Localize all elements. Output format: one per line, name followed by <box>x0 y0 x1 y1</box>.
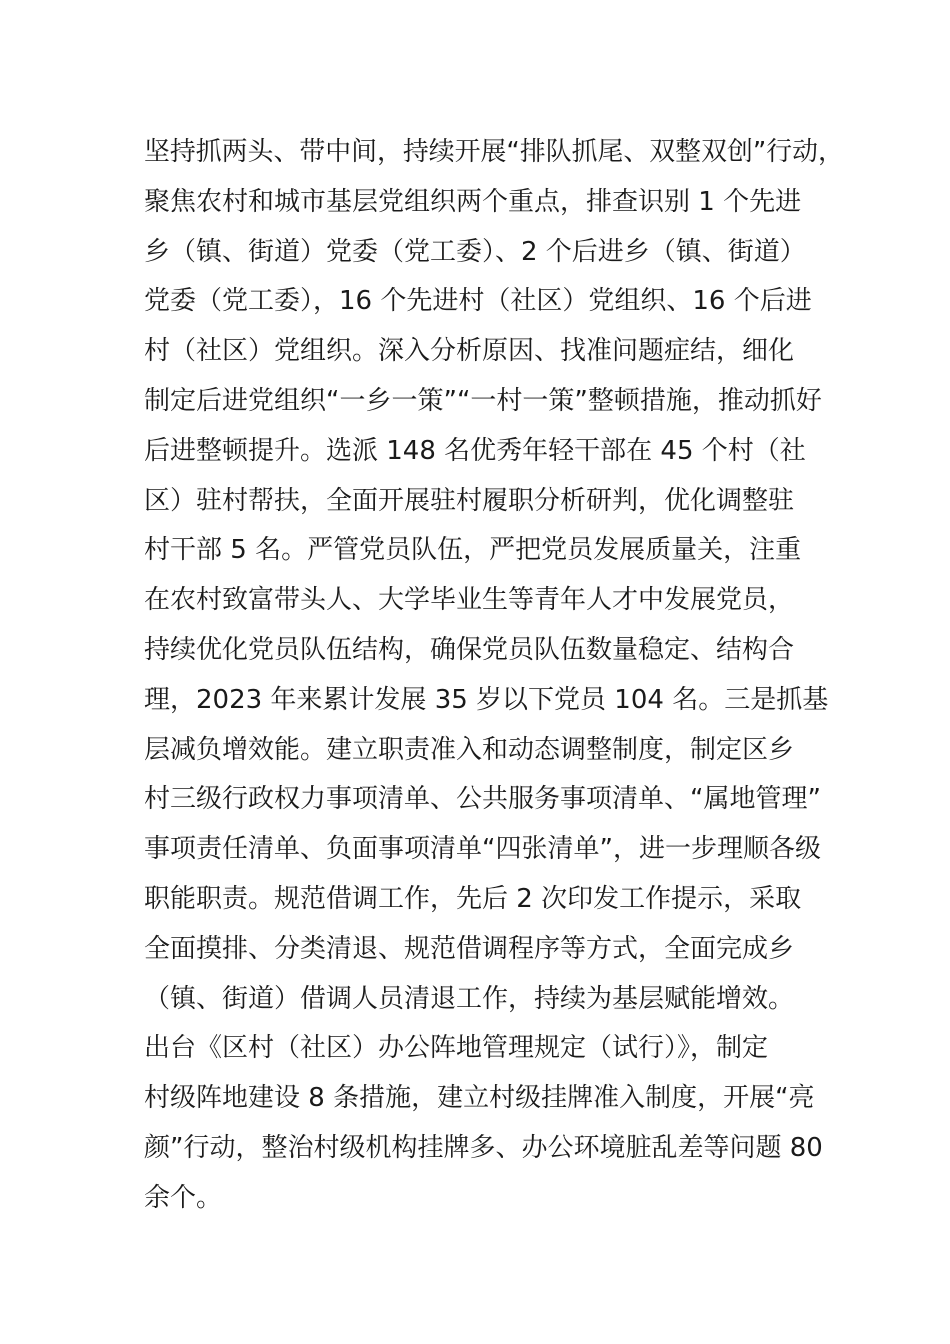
paragraph-line: 余个。 <box>144 1182 223 1213</box>
paragraph-line: 理，2023 年来累计发展 35 岁以下党员 104 名。三是抓基 <box>144 684 829 715</box>
paragraph-line: 制定后进党组织“一乡一策”“一村一策”整顿措施，推动抓好 <box>144 385 822 416</box>
paragraph-line: 持续优化党员队伍结构，确保党员队伍数量稳定、结构合 <box>144 634 795 665</box>
paragraph-line: 村干部 5 名。严管党员队伍，严把党员发展质量关，注重 <box>144 535 802 566</box>
paragraph-line: 在农村致富带头人、大学毕业生等青年人才中发展党员， <box>144 585 795 616</box>
paragraph-line: 职能职责。规范借调工作，先后 2 次印发工作提示，采取 <box>144 883 802 914</box>
paragraph-line: 村（社区）党组织。深入分析原因、找准问题症结，细化 <box>144 336 795 367</box>
paragraph-line: 后进整顿提升。选派 148 名优秀年轻干部在 45 个村（社 <box>144 435 806 466</box>
paragraph-line: 事项责任清单、负面事项清单“四张清单”，进一步理顺各级 <box>144 834 821 865</box>
paragraph-line: 乡（镇、街道）党委（党工委）、2 个后进乡（镇、街道） <box>144 236 806 267</box>
paragraph-line: 颜”行动，整治村级机构挂牌多、办公环境脏乱差等问题 80 <box>144 1132 823 1163</box>
paragraph-line: 村级阵地建设 8 条措施，建立村级挂牌准入制度，开展“亮 <box>144 1083 815 1114</box>
paragraph-line: 区）驻村帮扶，全面开展驻村履职分析研判，优化调整驻 <box>144 485 795 516</box>
paragraph-line: 坚持抓两头、带中间，持续开展“排队抓尾、双整双创”行动， <box>144 137 844 167</box>
paragraph-line: 村三级行政权力事项清单、公共服务事项清单、“属地管理” <box>144 784 821 815</box>
paragraph-line: 层减负增效能。建立职责准入和动态调整制度，制定区乡 <box>144 734 795 765</box>
body-paragraph <box>144 128 844 1224</box>
paragraph-line: 党委（党工委），16 个先进村（社区）党组织、16 个后进 <box>144 286 812 317</box>
paragraph-line: 全面摸排、分类清退、规范借调程序等方式，全面完成乡 <box>144 933 795 964</box>
paragraph-line: （镇、街道）借调人员清退工作，持续为基层赋能增效。 <box>144 983 795 1014</box>
paragraph-line: 出台《区村（社区）办公阵地管理规定（试行）》，制定 <box>144 1033 769 1064</box>
paragraph-line: 聚焦农村和城市基层党组织两个重点，排查识别 1 个先进 <box>144 186 802 217</box>
